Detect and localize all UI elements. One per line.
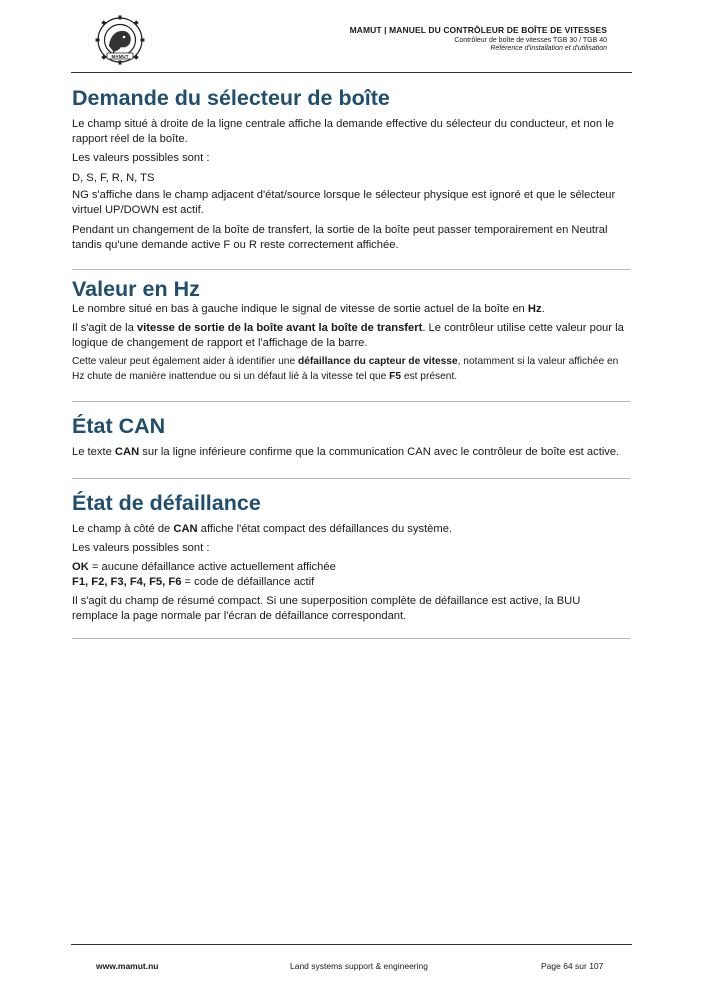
- page-header: [350, 25, 607, 52]
- header-divider: [71, 72, 632, 73]
- footer-divider: [71, 944, 632, 945]
- section-title: État CAN: [72, 414, 166, 438]
- paragraph: Le champ situé à droite de la ligne centrale affiche la demande effective du sélecteur du conducteur, et non le rapport réel de la boîte.: [72, 118, 614, 145]
- paragraph: NG s'affiche dans le champ adjacent d'état/source lorsque le sélecteur physique est ignoré et que le sélecteur virtuel UP/DOWN est actif.: [72, 189, 616, 216]
- paragraph: OK = aucune défaillance active actuellement affichée: [72, 561, 336, 573]
- paragraph: Il s'agit de la vitesse de sortie de la boîte avant la boîte de transfert. Le contrôleur utilise cette valeur pour la logique de changement de rapport et l'affichage de la barre.: [72, 322, 624, 349]
- header-title: MAMUT | MANUEL DU CONTRÔLEUR DE BOÎTE DE VITESSES: [349, 25, 607, 35]
- page-content: [72, 82, 628, 639]
- paragraph: Cette valeur peut également aider à identifier une défaillance du capteur de vitesse, notamment si la valeur affichée en Hz chute de manière inattendue ou si un défaut lié à la vitesse tel que F5 est présent.: [72, 356, 619, 382]
- footer-tagline: Land systems support & engineering: [290, 961, 428, 971]
- mamut-logo: [94, 14, 146, 66]
- paragraph: Les valeurs possibles sont :: [72, 152, 210, 164]
- section-title: État de défaillance: [72, 491, 261, 515]
- section-divider: [72, 478, 631, 479]
- footer-website: www.mamut.nu: [96, 961, 159, 971]
- section-hz-value: [72, 276, 628, 384]
- header-subtitle-2: Référence d'installation et d'utilisation: [490, 45, 607, 52]
- paragraph: Pendant un changement de la boîte de transfert, la sortie de la boîte peut passer temporairement en Neutral tandis qu'une demande active F ou R reste correctement affichée.: [72, 224, 608, 251]
- section-divider: [72, 269, 631, 270]
- section-title: Demande du sélecteur de boîte: [72, 86, 390, 110]
- paragraph: Il s'agit du champ de résumé compact. Si une superposition complète de défaillance est active, la BUU remplace la page normale par l'écran de défaillance correspondant.: [72, 595, 581, 622]
- paragraph: Le champ à côté de CAN affiche l'état compact des défaillances du système.: [72, 523, 453, 535]
- section-selector-demand: [72, 85, 628, 253]
- header-subtitle: Contrôleur de boîte de vitesses TGB 30 / TGB 40: [454, 37, 607, 44]
- paragraph: Le nombre situé en bas à gauche indique le signal de vitesse de sortie actuel de la boîte en Hz.: [72, 303, 545, 315]
- paragraph: D, S, F, R, N, TS: [72, 172, 155, 184]
- paragraph: Le texte CAN sur la ligne inférieure confirme que la communication CAN avec le contrôleur de boîte est active.: [72, 446, 620, 458]
- section-divider: [72, 401, 631, 402]
- footer-page-number: Page 64 sur 107: [541, 961, 604, 971]
- section-title: Valeur en Hz: [72, 277, 200, 301]
- paragraph: Les valeurs possibles sont :: [72, 542, 210, 554]
- section-divider: [72, 638, 631, 639]
- section-can-status: [72, 413, 628, 460]
- svg-text:MAMUT: MAMUT: [111, 53, 129, 59]
- section-fault-status: [72, 490, 628, 624]
- paragraph: F1, F2, F3, F4, F5, F6 = code de défaillance actif: [72, 576, 315, 588]
